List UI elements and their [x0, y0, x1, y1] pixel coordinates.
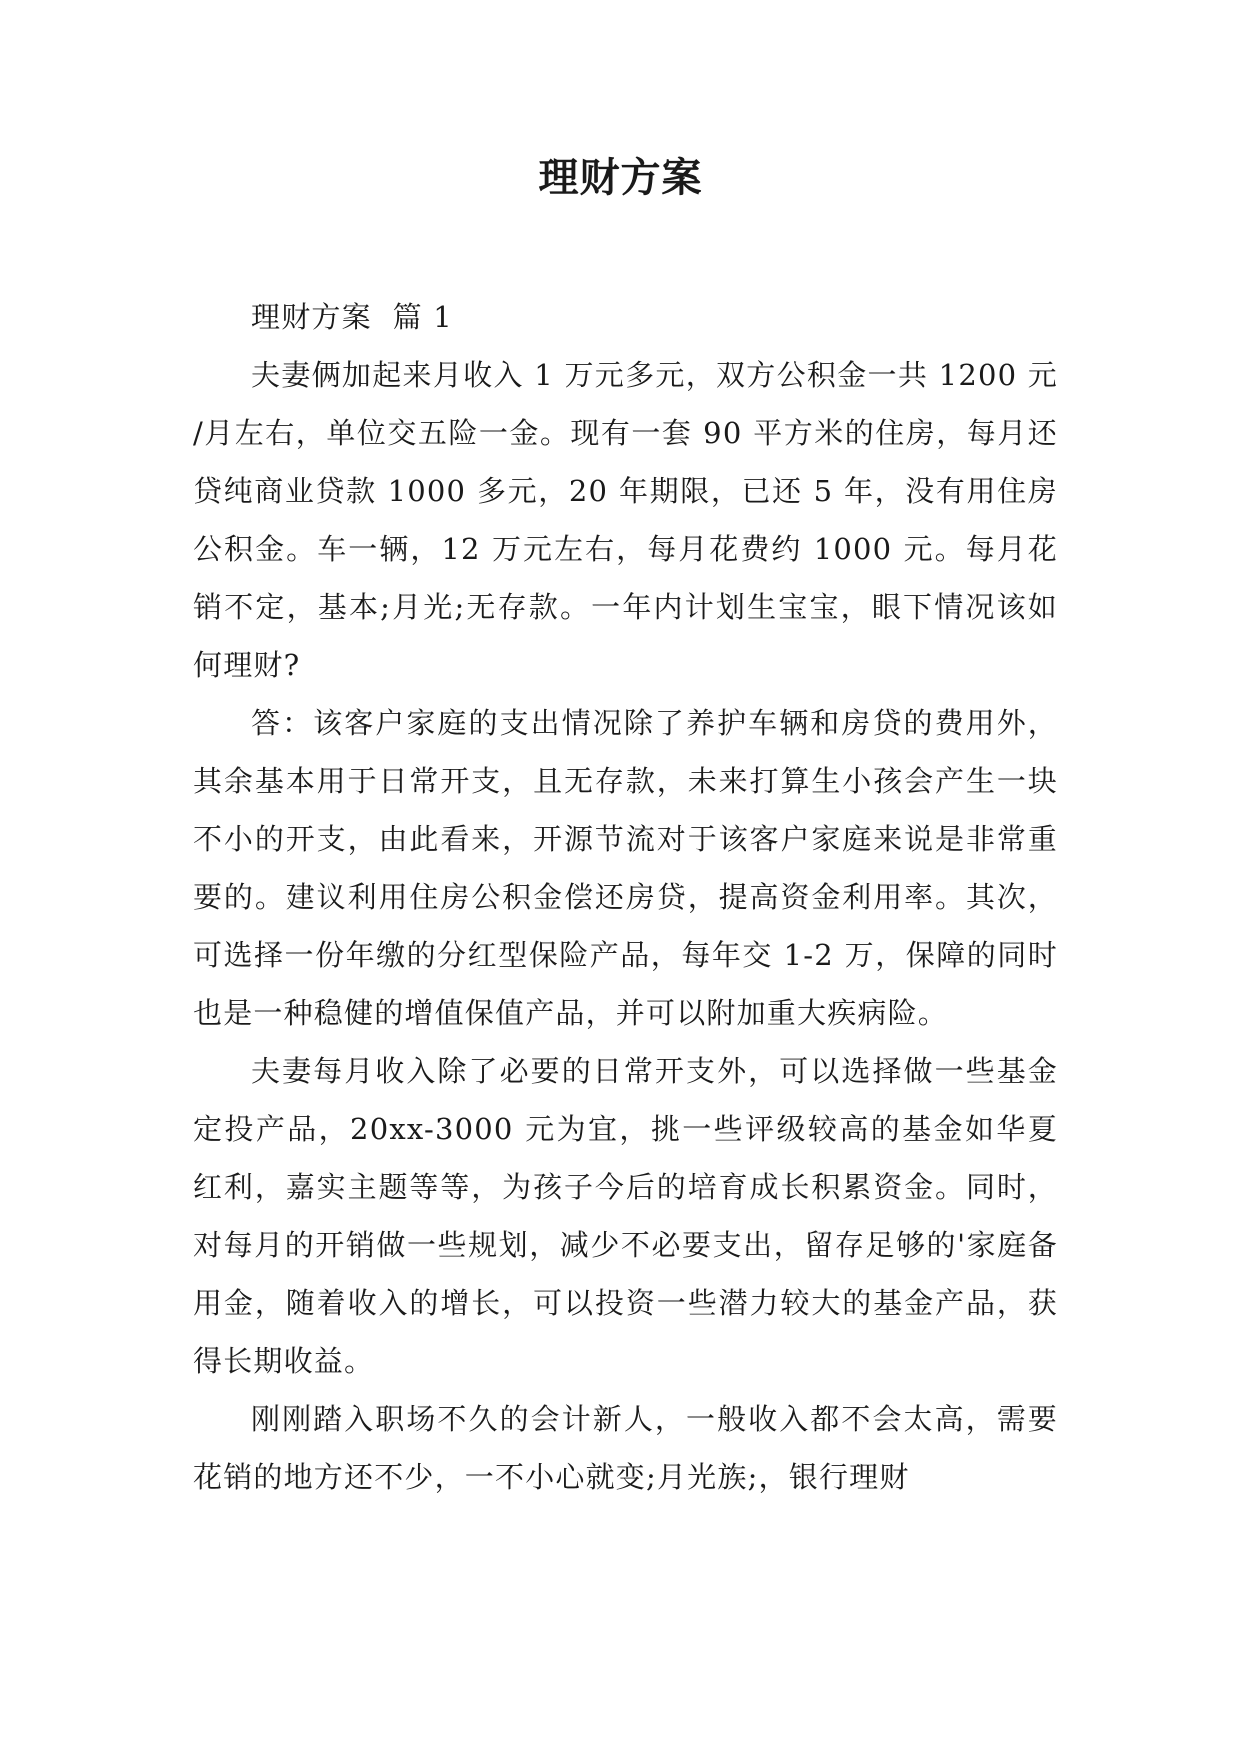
document-title: 理财方案	[538, 154, 703, 201]
paragraph-fund-advice: 夫妻每月收入除了必要的日常开支外，可以选择做一些基金定投产品，20xx-3000 元为宜，挑一些评级较高的基金如华夏红利，嘉实主题等等，为孩子今后的培育成长积累资金。同时，对每月的开销做一些规划，减少不必要支出，留存足够的'家庭备用金，随着收入的增长，可以投资一些潜力较大的基金产品，获得长期收益。	[193, 1054, 1058, 1378]
section-heading: 理财方案 篇 1	[251, 300, 453, 334]
document-body	[193, 288, 1058, 1506]
paragraph-answer: 答：该客户家庭的支出情况除了养护车辆和房贷的费用外，其余基本用于日常开支，且无存款，未来打算生小孩会产生一块不小的开支，由此看来，开源节流对于该客户家庭来说是非常重要的。建议利用住房公积金偿还房贷，提高资金利用率。其次，可选择一份年缴的分红型保险产品，每年交 1-2 万，保障的同时也是一种稳健的增值保值产品，并可以附加重大疾病险。	[193, 706, 1058, 1030]
paragraph-question: 夫妻俩加起来月收入 1 万元多元，双方公积金一共 1200 元/月左右，单位交五险一金。现有一套 90 平方米的住房，每月还贷纯商业贷款 1000 多元，20 年期限，已还 5 年，没有用住房公积金。车一辆，12 万元左右，每月花费约 1000 元。每月花销不定，基本;月光;无存款。一年内计划生宝宝，眼下情况该如何理财?	[193, 358, 1058, 682]
paragraph-accountant-newcomer: 刚刚踏入职场不久的会计新人，一般收入都不会太高，需要花销的地方还不少，一不小心就变;月光族;，银行理财	[193, 1402, 1058, 1494]
